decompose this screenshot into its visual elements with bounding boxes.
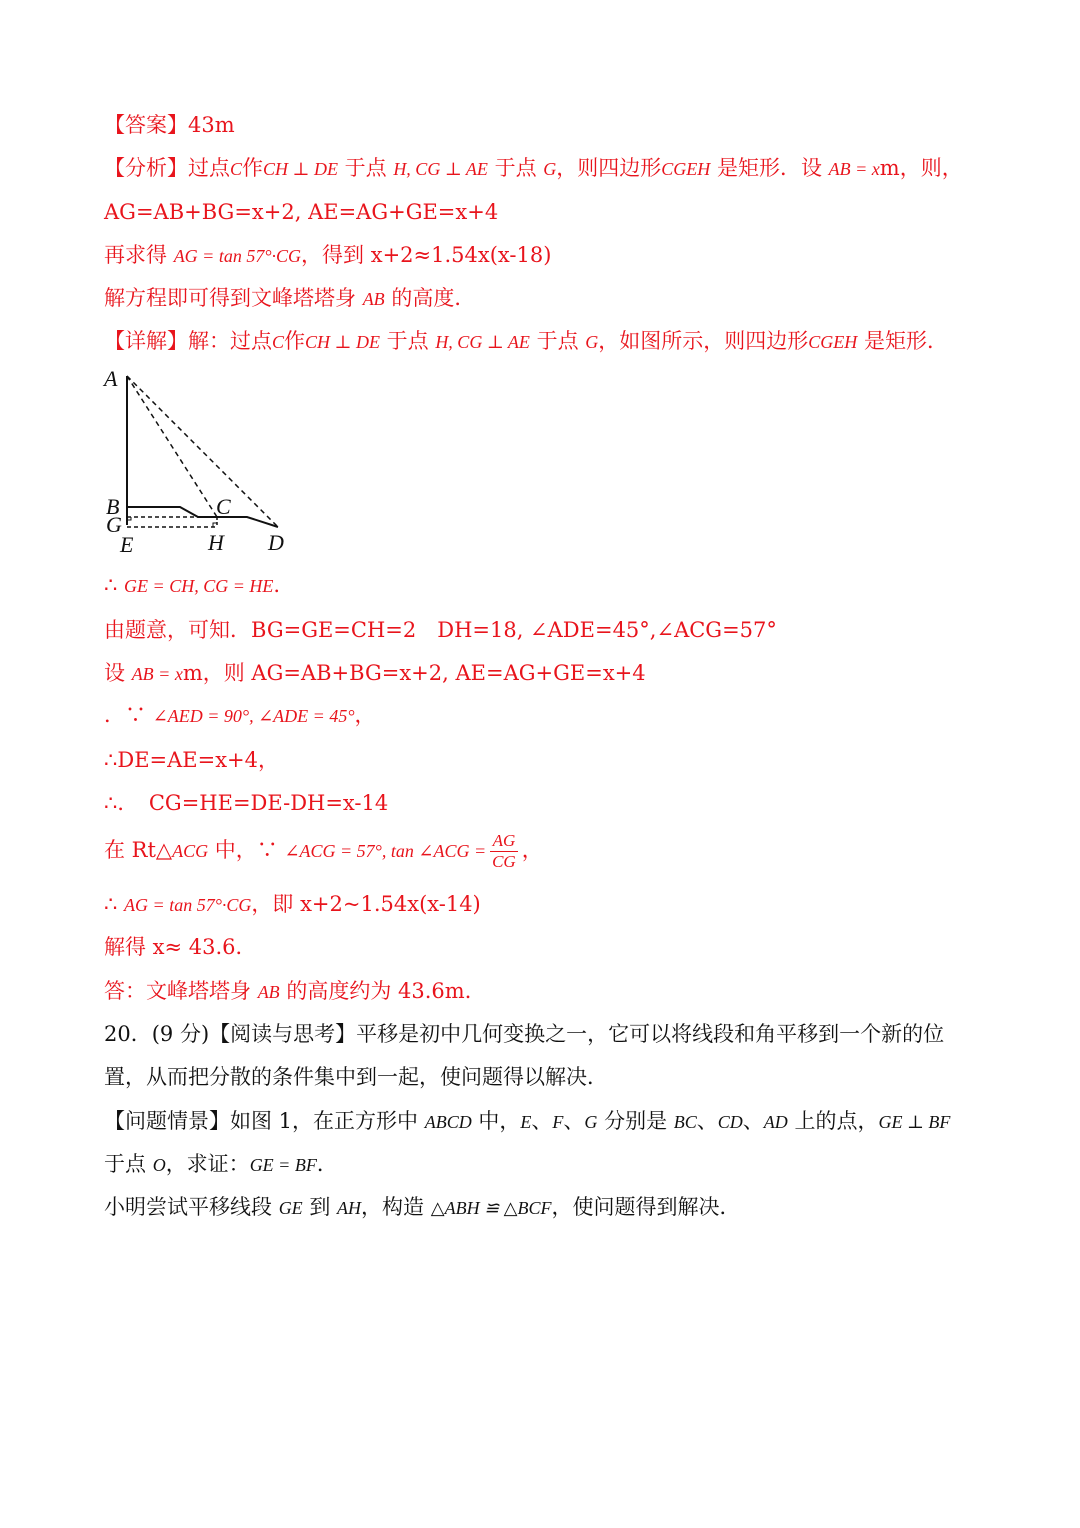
detail-line-10: 解得 x≈ 43.6． [104,935,257,959]
label-d: D [268,530,284,555]
detail-line-5: ．∵ ∠AED = 90°, ∠ADE = 45°， [104,703,376,727]
detail-line-4: 设 AB = xm，则 AG=AB+BG=x+2, AE=AG+GE=x+4 [104,661,646,685]
detail-line-7: ∴． CG=HE=DE-DH=x-14 [104,791,389,815]
label-g: G [106,512,122,537]
analysis-line-3: 再求得 AG = tan 57°·CG，得到 x+2≈1.54x(x-18) [104,243,552,267]
analysis-line-1: 【分析】过点C作CH ⊥ DE 于点 H, CG ⊥ AE 于点 G，则四边形CGEH 是矩形．设 AB = xm，则， [104,156,963,180]
problem-20-line-2: 置，从而把分散的条件集中到一起，使问题得以解决． [104,1065,608,1089]
detail-line-9: ∴ AG = tan 57°·CG，即 x+2~1.54x(x-14) [104,892,481,916]
detail-line-3: 由题意，可知．BG=GE=CH=2 DH=18, ∠ADE=45°,∠ACG=57° [104,618,777,642]
detail-line-1: 【详解】解：过点C作CH ⊥ DE 于点 H, CG ⊥ AE 于点 G，如图所示，则四边形CGEH 是矩形． [104,329,948,353]
problem-20-line-3: 【问题情景】如图 1，在正方形中 ABCD 中，E、F、G 分别是 BC、CD、AD 上的点，GE ⊥ BF [104,1109,951,1133]
analysis-line-4: 解方程即可得到文峰塔塔身 AB 的高度． [104,286,476,310]
sightline-ad [127,376,278,527]
problem-20-line-4: 于点 O，求证：GE = BF． [104,1152,338,1176]
label-e: E [120,532,134,557]
label-b: B [106,494,120,519]
label-h: H [208,530,224,555]
detail-line-2: ∴ GE = CH, CG = HE. [104,573,281,597]
detail-line-6: ∴DE=AE=x+4， [104,748,280,772]
label-a: A [104,366,118,391]
geometry-figure [100,362,300,562]
problem-20-line-1: 20．(9 分)【阅读与思考】平移是初中几何变换之一，它可以将线段和角平移到一个新的位 [104,1022,945,1046]
answer-line: 【答案】43m [104,113,235,137]
fraction-ag-cg: $\frac{AG}{CG}$ [492,831,516,871]
detail-line-11: 答：文峰塔塔身 AB 的高度约为 43.6m． [104,979,486,1003]
problem-20-line-5: 小明尝试平移线段 GE 到 AH，构造 △ABH ≌ △BCF，使问题得到解决． [104,1195,741,1219]
label-c: C [216,494,231,519]
detail-line-8: 在 Rt△ACG 中，∵ ∠ACG = 57°, tan ∠ACG = $\frac{AG}{CG}$ ， [104,831,543,871]
analysis-line-2: AG=AB+BG=x+2, AE=AG+GE=x+4 [104,200,499,224]
sightline-ac [127,376,217,517]
